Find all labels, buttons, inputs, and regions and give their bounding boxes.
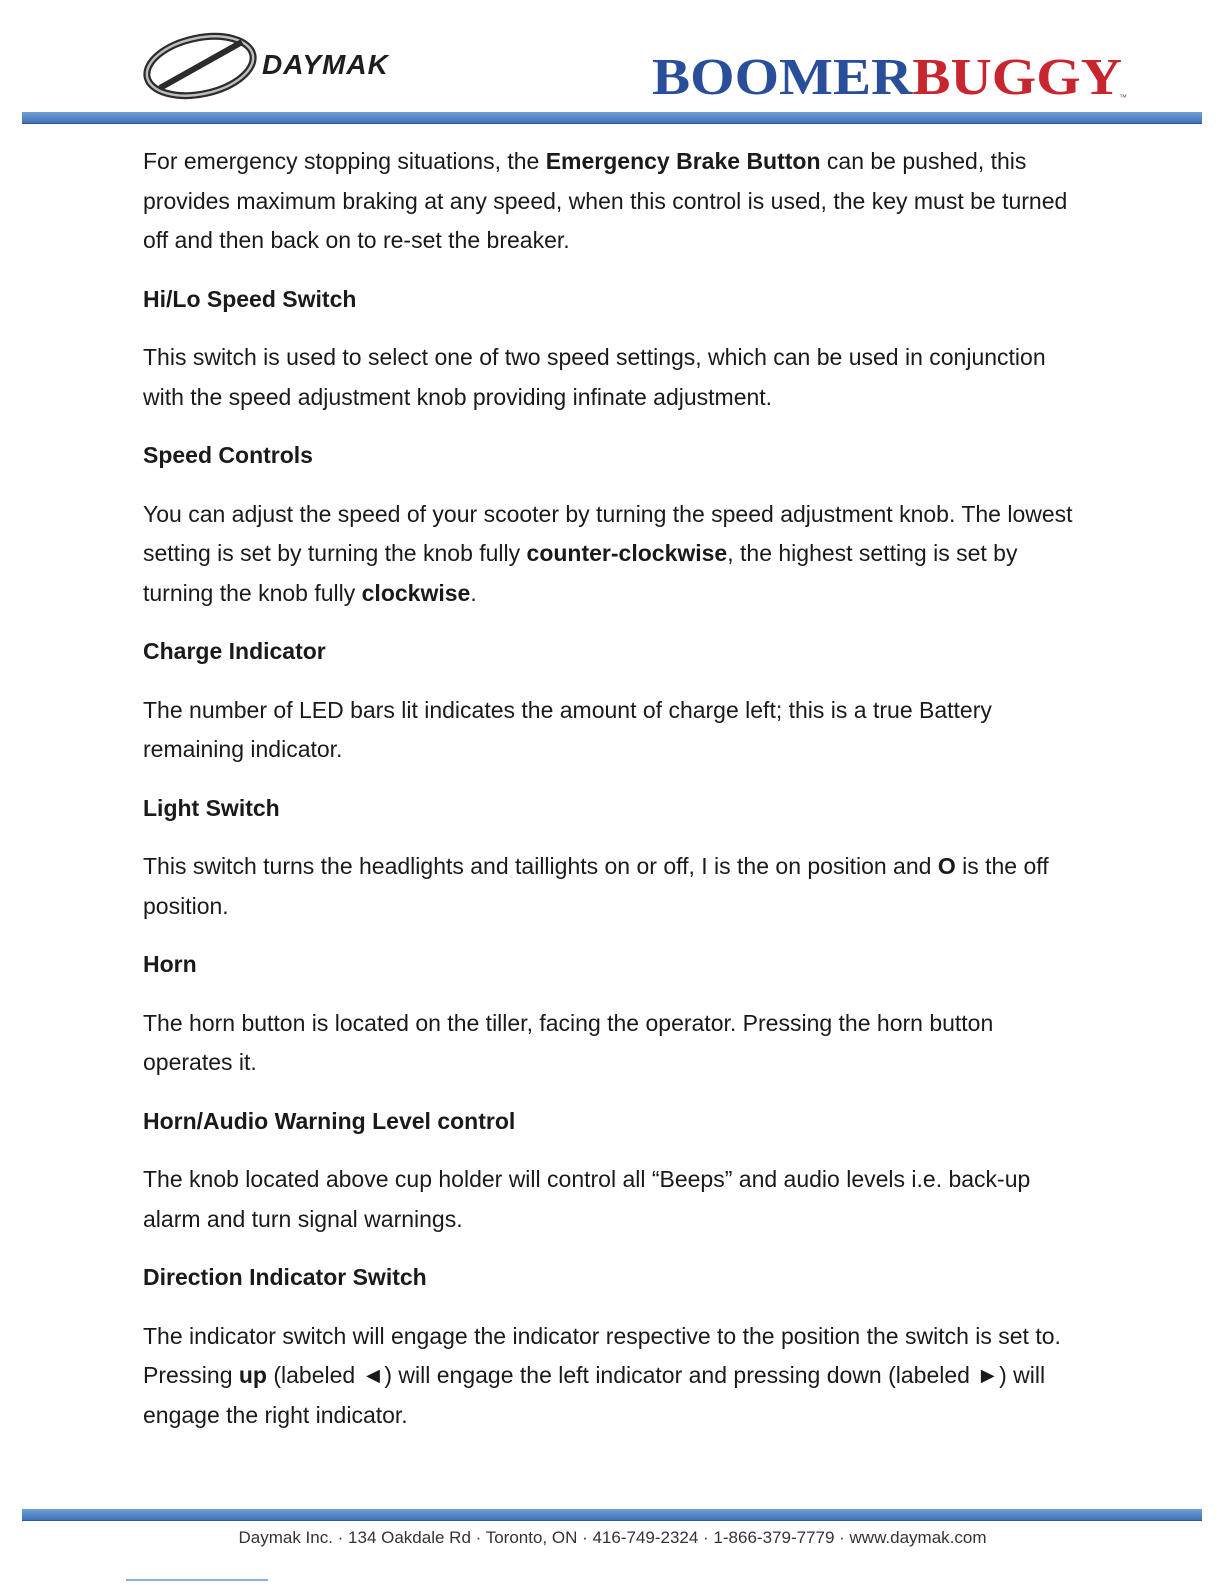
header-divider <box>22 112 1202 123</box>
emergency-brake-paragraph: For emergency stopping situations, the Emergency Brake Button can be pushed, this provides maximum braking at any speed, when this control is used, the key must be turned off and then back on to re-set the breaker. <box>143 148 1068 253</box>
charge-indicator-heading: Charge Indicator <box>143 638 326 664</box>
trademark-symbol: ™ <box>1119 93 1127 102</box>
charge-indicator-paragraph: The number of LED bars lit indicates the amount of charge left; this is a true Battery remaining indicator. <box>143 696 992 762</box>
hilo-speed-switch-paragraph: This switch is used to select one of two speed settings, which can be used in conjunction with the speed adjustment knob providing infinate adjustment. <box>143 344 1046 410</box>
buggy-wordmark: BUGGY <box>912 49 1104 102</box>
horn-paragraph: The horn button is located on the tiller, facing the operator. Pressing the horn button operates it. <box>143 1009 994 1075</box>
speed-controls-heading: Speed Controls <box>143 442 313 468</box>
light-switch-paragraph: This switch turns the headlights and taillights on or off, I is the on position and O is the off position. <box>143 853 1049 919</box>
audio-warning-heading: Horn/Audio Warning Level control <box>143 1107 516 1134</box>
speed-controls-paragraph: You can adjust the speed of your scooter by turning the speed adjustment knob. The lowest setting is set by turning the knob fully counter-clockwise, the highest setting is set by turning the knob fully clockwise. <box>143 500 1073 606</box>
daymak-logo <box>142 28 432 100</box>
document-body <box>143 142 1073 1435</box>
direction-indicator-paragraph: The indicator switch will engage the indicator respective to the position the switch is set to. Pressing up (labeled ◄) will engage the left indicator and pressing down (labeled ►) will engage the right indicator. <box>143 1322 1061 1428</box>
audio-warning-paragraph: The knob located above cup holder will control all “Beeps” and audio levels i.e. back-up alarm and turn signal warnings. <box>143 1166 1031 1232</box>
direction-indicator-heading: Direction Indicator Switch <box>143 1264 427 1290</box>
hilo-speed-switch-heading: Hi/Lo Speed Switch <box>143 285 357 312</box>
svg-text:BOOMERBUGGY <box>652 49 1122 102</box>
light-switch-heading: Light Switch <box>143 794 280 821</box>
horn-heading: Horn <box>143 951 197 977</box>
page-link-underline <box>126 1579 268 1581</box>
daymak-wordmark: DAYMAK <box>262 49 389 80</box>
page-header <box>0 0 1225 130</box>
footer-contact: Daymak Inc. · 134 Oakdale Rd · Toronto, ON · 416-749-2324 · 1-866-379-7779 · www.daymak.com <box>238 1528 987 1547</box>
boomerbuggy-logo <box>652 48 1130 102</box>
footer-divider <box>22 1509 1202 1520</box>
boomer-wordmark: BOOMER <box>652 49 889 102</box>
